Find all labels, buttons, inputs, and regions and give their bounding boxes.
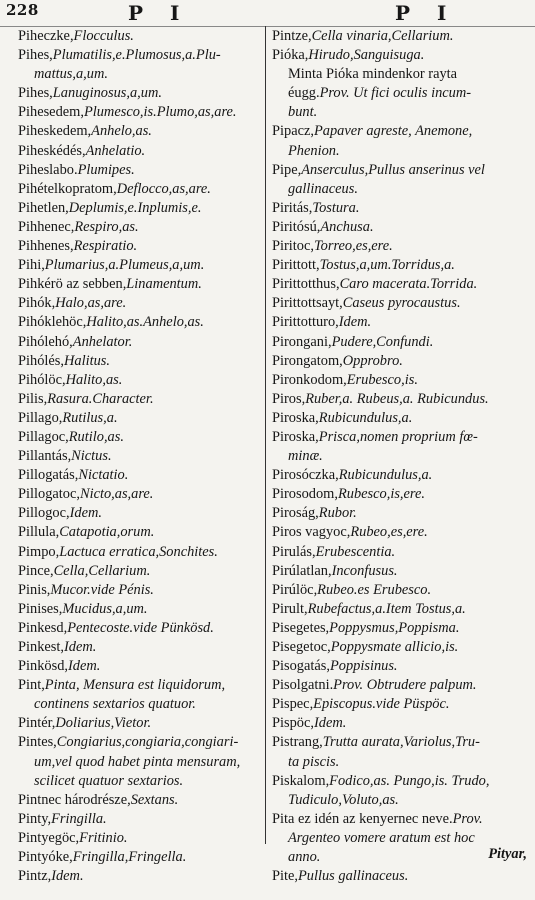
entry-translation: Torreo,es,ere. [313,238,393,255]
dictionary-entry-line [272,409,530,428]
entry-headword: Pisolgatni. [272,677,334,694]
entry-translation: Lactuca erratica,Sonchites. [59,543,218,560]
entry-headword: Pintyegöc, [18,829,80,846]
entry-translation: Poppysmus,Poppisma. [329,619,460,636]
dictionary-entry-line [18,103,262,122]
entry-translation: Anhelatio. [85,142,146,159]
entry-translation: Anserculus,Pullus anserinus vel [301,161,485,178]
entry-translation: Mucidus,a,um. [62,600,148,617]
entry-headword: Pispöc, [272,715,314,732]
dictionary-entry-line [272,733,530,752]
entry-translation: Plumatilis,e.Plumosus,a.Plu- [52,47,221,64]
entry-translation: continens sextarios quatuor. [34,696,196,713]
page-number: 228 [6,1,39,19]
dictionary-entry-line [18,275,262,294]
entry-headword: Pihes, [18,85,53,102]
dictionary-entry-line [272,142,530,161]
dictionary-entry-line [18,485,262,504]
dictionary-entry-line [18,600,262,619]
entry-headword: Pirúlöc, [272,581,318,598]
dictionary-entry-line [18,65,262,84]
dictionary-entry-line [18,352,262,371]
entry-headword: Pinty, [18,810,52,827]
entry-translation: Deplumis,e.Inplumis,e. [68,199,202,216]
entry-translation: Episcopus.vide Püspöc. [313,696,450,713]
entry-translation: Nictus. [71,448,112,465]
dictionary-entry-line [272,333,530,352]
dictionary-entry-line [18,313,262,332]
dictionary-entry-line [272,619,530,638]
entry-headword: Pita ez idén az kenyernec neve. [272,810,453,827]
dictionary-entry-line [272,485,530,504]
dictionary-entry-line [272,447,530,466]
entry-translation: Trutta aurata,Variolus,Tru- [322,734,480,751]
dictionary-entry-line [18,543,262,562]
entry-headword: Pihóklehöc, [18,314,87,331]
entry-headword: Pihkérö az sebben, [18,276,127,293]
entry-translation: Tudiculo,Voluto,as. [288,791,399,808]
entry-headword: Pihólés, [18,352,64,369]
entry-translation: Sextans. [130,791,179,808]
entry-translation: bunt. [288,104,318,121]
entry-headword: Pirosodom, [272,486,338,503]
entry-headword: Piheczke, [18,28,74,44]
entry-headword: Piskalom, [272,772,330,789]
dictionary-entry-line [18,199,262,218]
entry-translation: Rubicundulus,a. [338,467,433,484]
entry-translation: Halito,as. [65,371,123,388]
entry-translation: anno. [288,849,321,866]
entry-translation: Idem. [338,314,372,331]
entry-translation: Plumesco,is.Plumo,as,are. [83,104,237,121]
dictionary-entry-line [18,294,262,313]
entry-headword: Pirittotturo, [272,314,339,331]
entry-translation: Hirudo,Sanguisuga. [308,47,425,64]
dictionary-entry-line [18,218,262,237]
dictionary-entry-line [18,657,262,676]
dictionary-entry-line [18,161,262,180]
entry-headword: Pilis, [18,390,48,407]
entry-translation: Halitus. [63,352,110,369]
entry-headword: Pihi, [18,257,45,274]
entry-headword: Pihhenes, [18,238,74,255]
entry-headword: Pinises, [18,600,63,617]
dictionary-entry-line [272,810,530,829]
left-column [18,27,262,886]
entry-translation: Halo,as,are. [55,295,127,312]
entry-headword: Piros, [272,390,306,407]
entry-translation: Rasura.Character. [47,390,154,407]
entry-translation: Idem. [313,715,347,732]
entry-translation: Idem. [63,639,97,655]
dictionary-entry-line [18,676,262,695]
entry-translation: Respiratio. [73,238,138,255]
entry-headword: Pintyóke, [18,849,73,866]
entry-headword: Pihes, [18,47,53,64]
entry-translation: Erubesco,is. [346,371,418,388]
entry-translation: Nictatio. [78,467,129,484]
entry-translation: Catapotia,orum. [59,524,155,541]
entry-headword: Pióka, [272,47,309,64]
running-head-left: P I [128,1,190,25]
entry-translation: Prov. Obtrudere palpum. [333,677,477,694]
entry-headword: Pisegetes, [272,619,330,636]
dictionary-entry-line [272,657,530,676]
entry-translation: Pinta, Mensura est liquidorum, [44,677,226,694]
dictionary-entry-line [272,237,530,256]
entry-translation: Ruber,a. Rubeus,a. Rubicundus. [305,390,489,407]
entry-translation: Papaver agreste, Anemone, [313,123,473,140]
right-column [272,27,530,886]
entry-headword: Pipe, [272,161,302,178]
dictionary-entry-line [272,466,530,485]
entry-translation: Poppysmate allicio,is. [330,639,459,655]
entry-headword: Pinis, [18,581,51,598]
entry-headword: Pihhenec, [18,218,75,235]
dictionary-entry-line [272,638,530,657]
dictionary-entry-line [18,772,262,791]
dictionary-entry-line [272,313,530,332]
entry-headword: Piros vagyoc, [272,524,351,541]
entry-headword: Pimpo, [18,543,60,560]
entry-headword: Pillago, [18,409,63,426]
dictionary-entry-line [272,65,530,84]
dictionary-entry-line [272,695,530,714]
entry-headword: Pintz, [18,868,52,885]
entry-translation: Mucor.vide Pénis. [50,581,154,598]
entry-headword: Piheslabo. [18,161,78,178]
dictionary-entry-line [272,371,530,390]
entry-headword: Pisogatás, [272,658,330,675]
entry-headword: Pintér, [18,715,56,732]
entry-translation: Rubor. [318,505,357,522]
entry-headword: Pillagoc, [18,428,69,445]
entry-translation: Rubeo,es,ere. [350,524,428,541]
entry-translation: ta piscis. [288,753,340,770]
entry-translation: Anhelo,as. [91,123,152,140]
dictionary-entry-line [18,333,262,352]
dictionary-entry-line [272,428,530,447]
entry-translation: Respiro,as. [74,218,139,235]
entry-translation: Halito,as.Anhelo,as. [86,314,204,331]
entry-headword: Pipacz, [272,123,314,140]
entry-headword: Pillogatoc, [18,486,80,503]
entry-headword: Piroska, [272,428,319,445]
entry-translation: Opprobro. [342,352,403,369]
entry-headword: éugg. [288,85,320,102]
dictionary-entry-line [272,867,530,886]
entry-translation: Fringilla,Fringella. [72,849,187,866]
dictionary-entry-line [18,562,262,581]
dictionary-entry-line [272,791,530,810]
dictionary-entry-line [272,122,530,141]
dictionary-entry-line [18,27,262,46]
dictionary-entry-line [272,275,530,294]
entry-translation: Anchusa. [320,218,374,235]
entry-translation: gallinaceus. [288,180,358,197]
entry-translation: Idem. [67,658,101,675]
entry-translation: Rutilus,a. [62,409,118,426]
dictionary-entry-line [272,504,530,523]
entry-translation: Rubeo.es Erubesco. [317,581,432,598]
entry-headword: Pintes, [18,734,57,751]
dictionary-entry-line [272,581,530,600]
entry-translation: Caro macerata.Torrida. [339,276,478,293]
dictionary-entry-line [18,829,262,848]
entry-translation: Argenteo vomere aratum est hoc [288,829,475,846]
entry-translation: Rubicundulus,a. [318,409,413,426]
entry-translation: Nicto,as,are. [79,486,154,503]
entry-translation: Tostus,a,um.Torridus,a. [319,257,455,274]
dictionary-entry-line [18,733,262,752]
entry-headword: Pince, [18,562,54,579]
entry-headword: Pinkest, [18,639,64,655]
entry-translation: Rubesco,is,ere. [337,486,425,503]
entry-headword: Pihólöc, [18,371,66,388]
dictionary-entry-line [18,504,262,523]
entry-translation: Inconfusus. [331,562,398,579]
dictionary-entry-line [18,180,262,199]
entry-headword: Pirittottsayt, [272,295,343,312]
entry-headword: Pillogatás, [18,467,79,484]
dictionary-entry-line [18,371,262,390]
dictionary-entry-line [18,714,262,733]
entry-translation: Doliarius,Vietor. [55,715,152,732]
dictionary-entry-line [18,619,262,638]
entry-headword: Pihetlen, [18,199,69,216]
dictionary-entry-line [272,180,530,199]
catchword: Pityar, [488,846,527,862]
entry-headword: Piheskedem, [18,123,92,140]
dictionary-entry-line [18,142,262,161]
entry-translation: Prov. Ut fici oculis incum- [319,85,472,102]
entry-headword: Piritás, [272,199,313,216]
dictionary-entry-line [272,352,530,371]
dictionary-entry-line [272,256,530,275]
dictionary-entry-line [18,791,262,810]
dictionary-entry-line [18,581,262,600]
entry-translation: Pudere,Confundi. [331,333,434,350]
dictionary-entry-line [272,199,530,218]
dictionary-entry-line [272,161,530,180]
dictionary-entry-line [272,523,530,542]
entry-headword: Pirongatom, [272,352,343,369]
entry-headword: Piritoc, [272,238,314,255]
entry-headword: Pironkodom, [272,371,347,388]
dictionary-entry-line [272,753,530,772]
entry-headword: Pillantás, [18,448,72,465]
dictionary-entry-line [18,753,262,772]
entry-headword: Pihólehó, [18,333,73,350]
entry-translation: Lanuginosus,a,um. [52,85,162,102]
entry-translation: mattus,a,um. [34,66,108,83]
dictionary-entry-line [18,848,262,867]
entry-headword: Pintnec hárodrésze, [18,791,131,808]
entry-translation: minæ. [288,448,323,465]
dictionary-entry-line [272,84,530,103]
dictionary-entry-line [272,103,530,122]
entry-translation: Prov. [452,810,483,827]
entry-translation: Fringilla. [51,810,107,827]
dictionary-entry-line [18,638,262,657]
entry-translation: Idem. [69,505,102,522]
entry-headword: Pirulás, [272,543,316,560]
entry-headword: Pihók, [18,295,56,312]
entry-headword: Pisegetoc, [272,639,331,655]
running-head-right: P I [395,1,457,25]
entry-headword: Pirittott, [272,257,320,274]
dictionary-entry-line [18,428,262,447]
entry-headword: Pihételkopratom, [18,180,117,197]
entry-translation: Pullus gallinaceus. [298,868,409,885]
entry-headword: Pinkösd, [18,658,68,675]
entry-translation: Caseus pyrocaustus. [342,295,461,312]
entry-headword: Pirult, [272,600,308,617]
entry-translation: Rubefactus,a.Item Tostus,a. [307,600,466,617]
entry-translation: Poppisinus. [329,658,398,675]
entry-headword: Piroság, [272,505,319,522]
dictionary-entry-line [18,523,262,542]
dictionary-entry-line [272,46,530,65]
entry-translation: Anhelator. [72,333,133,350]
entry-headword: Piheskédés, [18,142,86,159]
entry-translation: Fodico,as. Pungo,is. Trudo, [329,772,490,789]
dictionary-entry-line [18,237,262,256]
entry-translation: Linamentum. [126,276,202,293]
entry-headword: Pint, [18,677,45,694]
entry-headword: Pillogoc, [18,505,70,522]
entry-translation: Rutilo,as. [68,428,124,445]
dictionary-entry-line [272,676,530,695]
dictionary-entry-line [272,543,530,562]
dictionary-entry-line [18,84,262,103]
entry-headword: Pirittotthus, [272,276,340,293]
dictionary-entry-line [18,466,262,485]
entry-translation: Tostura. [312,199,360,216]
entry-headword: Pirúlatlan, [272,562,332,579]
dictionary-entry-line [272,27,530,46]
dictionary-entry-line [272,600,530,619]
dictionary-entry-line [18,46,262,65]
entry-translation: um,vel quod habet pinta mensuram, [34,753,241,770]
dictionary-entry-line [272,772,530,791]
dictionary-entry-line [18,390,262,409]
entry-headword: Pite, [272,868,298,885]
entry-headword: Pihesedem, [18,104,84,121]
dictionary-entry-line [272,562,530,581]
entry-translation: Cella,Cellarium. [53,562,151,579]
dictionary-entry-line [18,122,262,141]
dictionary-entry-line [18,695,262,714]
entry-translation: Erubescentia. [315,543,396,560]
entry-headword: Pinkesd, [18,619,68,636]
entry-translation: Deflocco,as,are. [116,180,211,197]
entry-headword: Piroska, [272,409,319,426]
dictionary-entry-line [272,218,530,237]
dictionary-entry-line [272,714,530,733]
dictionary-entry-line [18,810,262,829]
entry-headword: Minta Pióka mindenkor rayta [288,66,458,83]
column-divider [265,26,266,844]
entry-translation: Fritinio. [79,829,128,846]
entry-headword: Piritósú, [272,218,321,235]
entry-translation: scilicet quatuor sextarios. [34,772,184,789]
dictionary-entry-line [18,409,262,428]
entry-headword: Pirongani, [272,333,332,350]
entry-headword: Pillula, [18,524,60,541]
dictionary-entry-line [272,294,530,313]
entry-translation: Pentecoste.vide Pünkösd. [67,619,214,636]
dictionary-entry-line [18,447,262,466]
dictionary-entry-line [272,390,530,409]
entry-translation: Cella vinaria,Cellarium. [311,28,454,44]
entry-translation: Congiarius,congiaria,congiari- [56,734,239,751]
dictionary-entry-line [18,256,262,275]
entry-headword: Pintze, [272,28,312,44]
entry-translation: Prisca,nomen proprium fœ- [318,428,478,445]
entry-translation: Flocculus. [73,28,134,44]
entry-translation: Idem. [51,868,84,885]
entry-translation: Plumipes. [77,161,135,178]
entry-translation: Plumarius,a.Plumeus,a,um. [44,257,205,274]
entry-headword: Pistrang, [272,734,323,751]
entry-translation: Phenion. [288,142,340,159]
dictionary-entry-line [18,867,262,886]
entry-headword: Pispec, [272,696,314,713]
entry-headword: Pirosóczka, [272,467,339,484]
